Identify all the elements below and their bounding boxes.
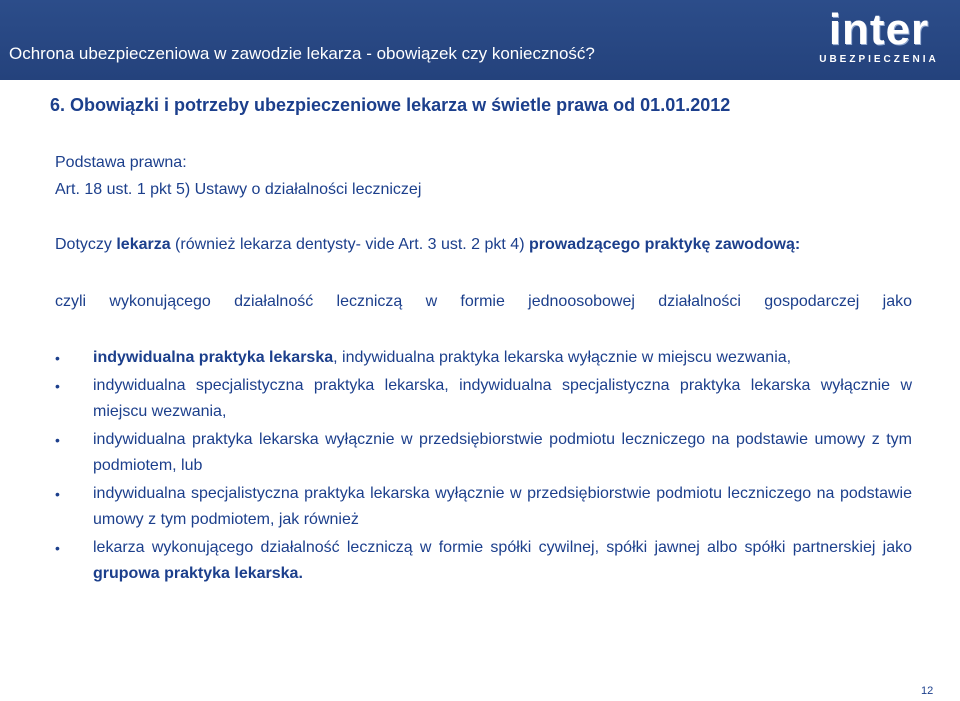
list-item [55,345,912,371]
list-item-text: , indywidualna praktyka lekarska wyłącznie w miejscu wezwania, [333,349,792,366]
logo-subtitle: UBEZPIECZENIA [819,54,939,65]
logo-wordmark: inter [828,5,930,54]
list-item [55,427,912,479]
presentation-title: Ochrona ubezpieczeniowa w zawodzie lekarza - obowiązek czy konieczność? [9,44,595,63]
intro-line: czyli wykonującego działalność leczniczą w formie jednoosobowej działalności gospodarczej jako [55,293,912,310]
list-item-text: indywidualna specjalistyczna praktyka lekarska wyłącznie w przedsiębiorstwie podmiotu leczniczego na podstawie umowy z tym podmiotem, jak również [93,485,912,528]
concerns-prefix: Dotyczy [55,236,117,253]
practice-forms-list [55,345,912,589]
list-item-bold: grupowa praktyka lekarska. [93,565,303,582]
concerns-bold-doctor: lekarza [116,236,171,253]
page-number: 12 [921,685,934,697]
list-item-text: indywidualna specjalistyczna praktyka lekarska, indywidualna specjalistyczna praktyka lekarska wyłącznie w miejscu wezwania, [93,377,912,420]
inter-logo [806,5,952,72]
list-item-text: indywidualna praktyka lekarska wyłącznie w przedsiębiorstwie podmiotu leczniczego na podstawie umowy z tym podmiotem, lub [93,431,912,474]
bullet-symbol: • [55,432,60,448]
bullet-symbol: • [55,378,60,394]
bullet-symbol: • [55,486,60,502]
list-item-bold: indywidualna praktyka lekarska [93,349,334,366]
list-item [55,535,912,587]
list-item-text: lekarza wykonującego działalność leczniczą w formie spółki cywilnej, spółki jawnej albo spółki partnerskiej jako [93,539,912,556]
slide-heading: 6. Obowiązki i potrzeby ubezpieczeniowe lekarza w świetle prawa od 01.01.2012 [50,95,731,115]
bullet-symbol: • [55,540,60,556]
bullet-symbol: • [55,350,60,366]
list-item [55,373,912,425]
header-bar [0,0,960,80]
list-item [55,481,912,533]
legal-basis-label: Podstawa prawna: [55,154,187,171]
concerns-middle: (również lekarza dentysty- vide Art. 3 ust. 2 pkt 4) [170,236,529,253]
legal-basis-reference: Art. 18 ust. 1 pkt 5) Ustawy o działalności leczniczej [55,181,422,198]
concerns-bold-practice: prowadzącego praktykę zawodową: [528,236,801,253]
concerns-line [55,236,800,254]
